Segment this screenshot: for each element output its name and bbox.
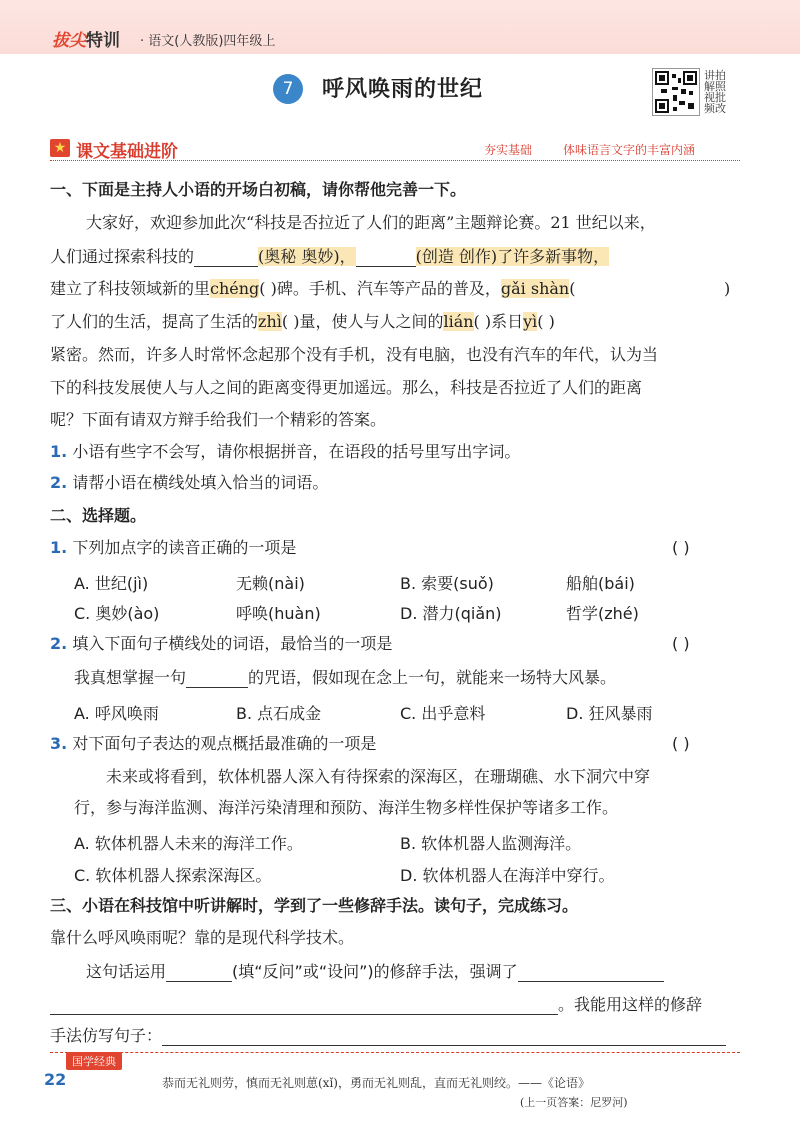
answer-paren-4[interactable]: ( )系日 [473,312,524,331]
sentence-text: 的咒语，假如现在念上一句，就能来一场特大风暴。 [248,668,617,687]
question-number: 3. [50,734,68,753]
question-text: 小语有些字不会写，请你根据拼音，在语段的括号里写出字词。 [72,442,521,461]
page-number: 22 [44,1070,67,1089]
classic-tag: 国学经典 [66,1052,122,1070]
option-a[interactable]: A. 呼风唤雨 [74,704,159,723]
passage-line-3 [50,279,575,299]
part1-title: 一、下面是主持人小语的开场白初稿，请你帮他完善一下。 [50,180,467,199]
section-heading: 课文基础进阶 [76,142,178,162]
brand-part-a: 拔尖 [52,31,86,51]
question-text: 请帮小语在横线处填入恰当的词语。 [72,473,329,492]
star-flag-icon: ★ [50,139,70,157]
option-b1[interactable]: B. 索要(suǒ) [400,574,494,593]
option-b2: 船舶(bái) [566,574,635,593]
fill-blank-3[interactable] [186,671,248,688]
brand-part-b: 特训 [86,31,120,51]
fill-blank-2[interactable] [356,250,416,267]
option-a1[interactable]: A. 世纪(jì) [74,574,149,593]
passage-text: 建立了科技领域新的里 [50,279,211,298]
answer-paren-2-open[interactable]: ( [569,279,576,298]
answer-paren-2-close[interactable]: ) [724,279,731,298]
passage-line-7: 呢？下面有请双方辩手给我们一个精彩的答案。 [50,410,387,429]
part3-line-2 [50,995,702,1015]
passage-line-5: 紧密。然而，许多人时常怀念起那个没有手机，没有电脑，也没有汽车的年代，认为当 [50,345,659,364]
qr-label: 讲拍解照视批频改 [704,69,726,115]
option-b[interactable]: B. 点石成金 [236,704,322,723]
word-choice-2: (创造 创作)了许多新事物， [415,247,610,266]
question-number: 1. [50,442,68,461]
pinyin-zhi: zhì [258,312,282,331]
q2-sentence [74,668,616,688]
lesson-title: 呼风唤雨的世纪 [322,77,484,102]
option-d[interactable]: D. 狂风暴雨 [566,704,653,723]
part2-question-3 [50,734,376,754]
pinyin-lian: lián [443,312,474,331]
part1-question-1 [50,442,520,462]
question-text: 对下面句子表达的观点概括最准确的一项是 [72,734,377,753]
option-b[interactable]: B. 软体机器人监测海洋。 [400,834,582,853]
header-band [0,0,800,54]
sentence-text: 我真想掌握一句 [74,668,187,687]
rhetoric-sentence: 靠什么呼风唤雨呢？靠的是现代科学技术。 [50,928,355,947]
lesson-number-badge: 7 [273,74,303,104]
part3-title: 三、小语在科技馆中听讲解时，学到了一些修辞手法。读句子，完成练习。 [50,896,579,915]
option-c[interactable]: C. 软体机器人探索深海区。 [74,866,272,885]
pinyin-cheng: chéng [210,279,260,298]
option-d1[interactable]: D. 潜力(qiǎn) [400,604,502,623]
fill-blank-emphasis[interactable] [518,965,664,982]
part3-line-3 [50,1026,726,1046]
question-text: 填入下面句子横线处的词语，最恰当的一项是 [72,634,393,653]
classic-quote: 恭而无礼则劳，慎而无礼则葸(xǐ)，勇而无礼则乱，直而无礼则绞。——《论语》 [162,1076,590,1090]
fill-blank-imitation[interactable] [162,1029,726,1046]
option-d2: 哲学(zhé) [566,604,639,623]
part1-question-2 [50,473,328,493]
option-c2: 呼唤(huàn) [236,604,321,623]
option-a2: 无赖(nài) [236,574,305,593]
section-divider [50,160,740,161]
answer-paren-q1[interactable]: ( ) [672,538,690,557]
passage-line-1: 大家好，欢迎参加此次“科技是否拉近了人们的距离”主题辩论赛。21 世纪以来， [86,213,656,232]
passage-text: 人们通过探索科技的 [50,247,195,266]
question-number: 1. [50,538,68,557]
question-text: 下列加点字的读音正确的一项是 [72,538,297,557]
brand-logo [52,26,120,51]
passage-line-2 [50,247,609,267]
part2-question-1 [50,538,296,558]
option-c1[interactable]: C. 奥妙(ào) [74,604,160,623]
option-c[interactable]: C. 出乎意料 [400,704,486,723]
q3-passage-line-1: 未来或将看到，软体机器人深入有待探索的深海区，在珊瑚礁、水下洞穴中穿 [106,767,651,786]
answer-paren-1[interactable]: ( )碑。手机、汽车等产品的普及， [259,279,501,298]
option-a[interactable]: A. 软体机器人未来的海洋工作。 [74,834,303,853]
option-d[interactable]: D. 软体机器人在海洋中穿行。 [400,866,615,885]
part3-line-1 [86,962,664,982]
passage-text: 了人们的生活，提高了生活的 [50,312,259,331]
word-choice-1: (奥秘 奥妙)， [258,247,356,266]
previous-answer: (上一页答案：尼罗河) [520,1096,628,1109]
fill-blank-rhetoric[interactable] [166,965,232,982]
prompt-text: 这句话运用 [86,962,167,981]
part2-title: 二、选择题。 [50,506,147,525]
prompt-text: (填“反问”或“设问”)的修辞手法，强调了 [232,962,518,981]
pinyin-yi: yì [523,312,538,331]
part2-question-2 [50,634,392,654]
section-subtitle-2: 体味语言文字的丰富内涵 [563,143,696,157]
answer-paren-q3[interactable]: ( ) [672,734,690,753]
passage-line-4 [50,312,555,332]
answer-paren-3[interactable]: ( )量，使人与人之间的 [281,312,444,331]
fill-blank-1[interactable] [194,250,258,267]
passage-line-6: 下的科技发展使人与人之间的距离变得更加遥远。那么，科技是否拉近了人们的距离 [50,378,643,397]
qr-code-icon[interactable] [652,68,700,116]
answer-paren-5[interactable]: ( ) [537,312,555,331]
question-number: 2. [50,634,68,653]
footer-divider [50,1052,740,1053]
pinyin-gaishan: gǎi shàn [500,279,570,298]
prompt-text: 手法仿写句子： [50,1026,163,1045]
series-label: · 语文(人教版)四年级上 [140,34,276,49]
q3-passage-line-2: 行，参与海洋监测、海洋污染清理和预防、海洋生物多样性保护等诸多工作。 [74,798,619,817]
section-subtitle-1: 夯实基础 [484,143,533,157]
answer-paren-q2[interactable]: ( ) [672,634,690,653]
fill-blank-emphasis-cont[interactable] [50,998,558,1015]
question-number: 2. [50,473,68,492]
prompt-text: 。我能用这样的修辞 [558,995,703,1014]
